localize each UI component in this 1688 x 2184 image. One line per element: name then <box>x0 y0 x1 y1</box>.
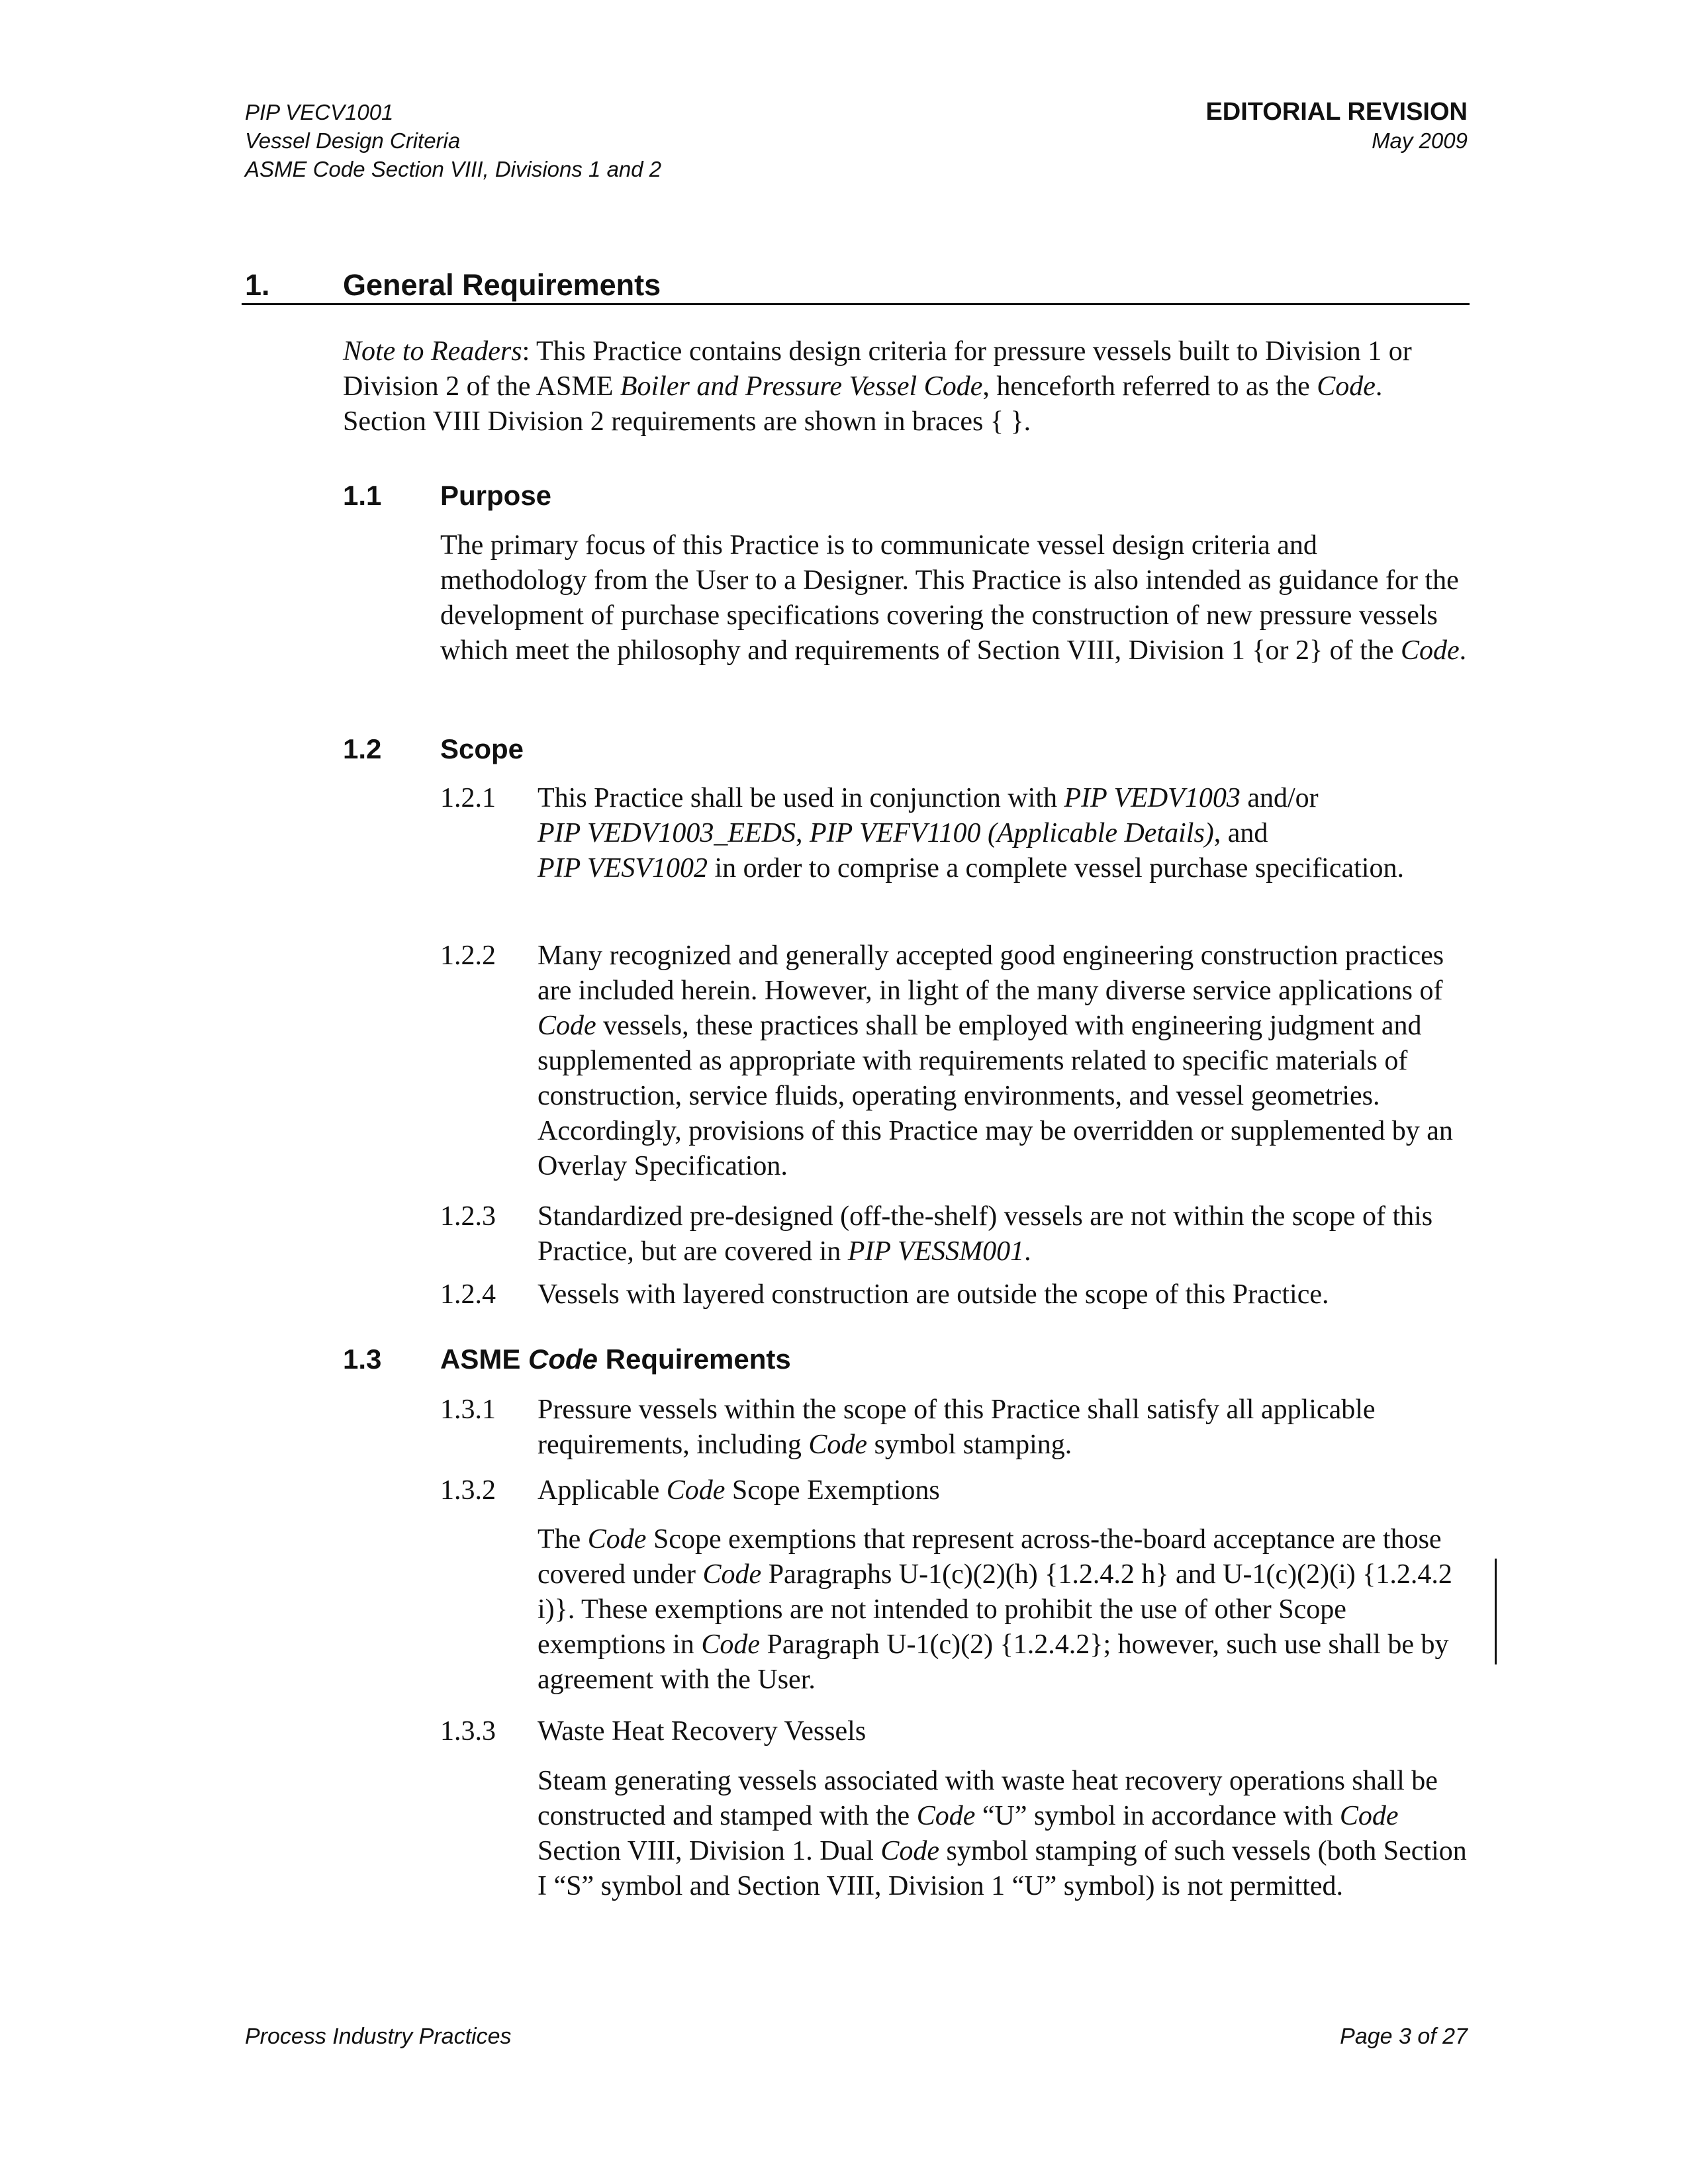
subsection-number-1-1: 1.1 <box>343 480 382 511</box>
subsection-title-purpose: Purpose <box>440 480 552 511</box>
item-heading-1-3-3: Waste Heat Recovery Vessels <box>538 1716 867 1747</box>
item-number-1-2-3: 1.2.3 <box>440 1201 496 1232</box>
subsection-number-1-3: 1.3 <box>343 1343 382 1375</box>
item-number-1-2-1: 1.2.1 <box>440 783 496 813</box>
note-to-readers: Note to Readers: This Practice contains design criteria for pressure vessels built to Division 1 or Division 2 of the ASME Boiler and Pressure Vessel Code, henceforth referred to as the Code. Section VIII Division 2 requirements are shown in braces { }. <box>343 336 1412 437</box>
item-number-1-3-2: 1.3.2 <box>440 1475 496 1506</box>
footer-left: Process Industry Practices <box>245 2024 512 2049</box>
item-number-1-2-2: 1.2.2 <box>440 940 496 971</box>
item-text-1-2-3: Standardized pre-designed (off-the-shelf) vessels are not within the scope of this Practice, but are covered in PIP VESSM001. <box>538 1201 1433 1267</box>
section-rule <box>242 303 1470 305</box>
revision-change-bar <box>1495 1559 1497 1664</box>
subsection-title-asme-code: ASME Code Requirements <box>440 1343 791 1375</box>
section-number: 1. <box>245 268 270 302</box>
page-number: Page 3 of 27 <box>1340 2024 1468 2049</box>
revision-label: EDITORIAL REVISION <box>1205 98 1468 126</box>
item-heading-1-3-2: Applicable Code Scope Exemptions <box>538 1475 940 1506</box>
item-number-1-3-3: 1.3.3 <box>440 1716 496 1747</box>
item-text-1-2-4: Vessels with layered construction are outside the scope of this Practice. <box>538 1279 1329 1310</box>
item-text-1-2-2: Many recognized and generally accepted good engineering construction practices are included herein. However, in light of the many diverse service applications of Code vessels, these practices shall be employed with engineering judgment and supplemented as appropriate with requirements related to specific materials of construction, service fluids, operating environments, and vessel geometries. Accordingly, provisions of this Practice may be overridden or supplemented by an Overlay Specification. <box>538 940 1453 1181</box>
section-title: General Requirements <box>343 268 661 302</box>
subsection-title-scope: Scope <box>440 733 524 764</box>
item-number-1-2-4: 1.2.4 <box>440 1279 496 1310</box>
header-doc-subtitle: ASME Code Section VIII, Divisions 1 and 2 <box>245 157 662 181</box>
item-text-1-3-2: The Code Scope exemptions that represent across-the-board acceptance are those covered under Code Paragraphs U-1(c)(2)(h) {1.2.4.2 h} and U-1(c)(2)(i) {1.2.4.2 i)}. These exemptions are not intended to prohibit the use of other Scope exemptions in Code Paragraph U-1(c)(2) {1.2.4.2}; however, such use shall be by agreement with the User. <box>538 1524 1452 1695</box>
item-number-1-3-1: 1.3.1 <box>440 1394 496 1425</box>
note-label: Note to Readers <box>343 336 522 367</box>
header-doc-title: Vessel Design Criteria <box>245 128 461 153</box>
revision-date: May 2009 <box>1372 128 1468 153</box>
header-right <box>1205 98 1468 155</box>
subsection-number-1-2: 1.2 <box>343 733 382 764</box>
item-text-1-2-1: This Practice shall be used in conjunction with PIP VEDV1003 and/or PIP VEDV1003_EEDS, PIP VEFV1100 (Applicable Details), and PIP VESV1002 in order to comprise a complete vessel purchase specification. <box>538 783 1404 884</box>
header-doc-id: PIP VECV1001 <box>245 100 394 124</box>
purpose-paragraph: The primary focus of this Practice is to communicate vessel design criteria and methodology from the User to a Designer. This Practice is also intended as guidance for the development of purchase specifications covering the construction of new pressure vessels which meet the philosophy and requirements of Section VIII, Division 1 {or 2} of the Code. <box>440 530 1467 666</box>
item-text-1-3-1: Pressure vessels within the scope of this Practice shall satisfy all applicable requirements, including Code symbol stamping. <box>538 1394 1376 1460</box>
header-left <box>245 98 661 183</box>
item-text-1-3-3: Steam generating vessels associated with waste heat recovery operations shall be constructed and stamped with the Code “U” symbol in accordance with Code Section VIII, Division 1. Dual Code symbol stamping of such vessels (both Section I “S” symbol and Section VIII, Division 1 “U” symbol) is not permitted. <box>538 1766 1467 1901</box>
